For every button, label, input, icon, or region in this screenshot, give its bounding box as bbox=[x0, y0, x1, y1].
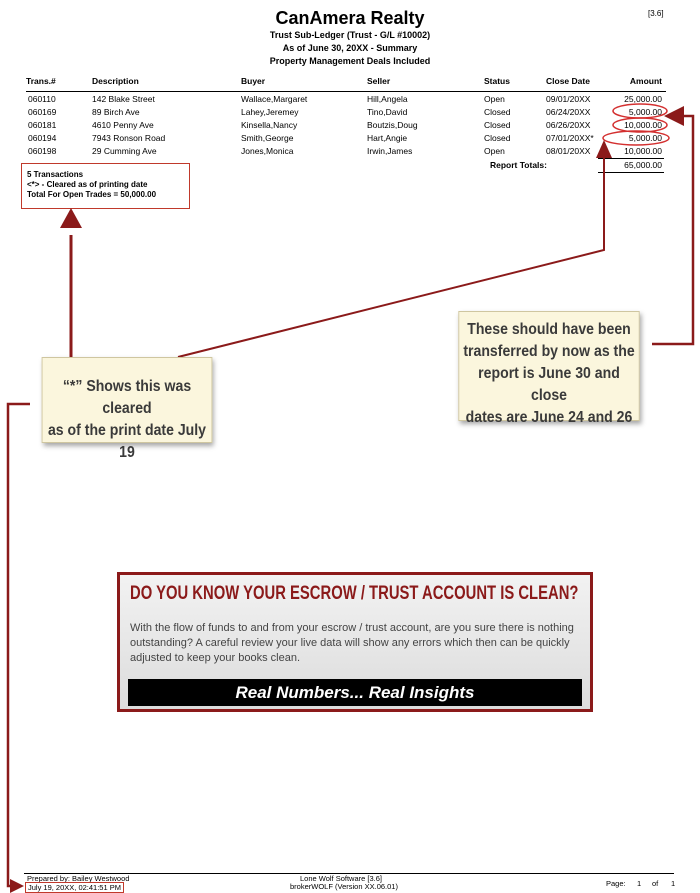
col-header-buyer: Buyer bbox=[241, 76, 266, 86]
company-name: CanAmera Realty bbox=[275, 8, 425, 28]
cell-buyer: Jones,Monica bbox=[241, 146, 294, 156]
page-number: 1 bbox=[637, 879, 642, 888]
prepared-by: Prepared by: Bailey Westwood bbox=[27, 874, 130, 883]
cell-buyer: Lahey,Jeremey bbox=[241, 107, 299, 117]
cell-buyer: Kinsella,Nancy bbox=[241, 120, 298, 130]
promo-tagline: Real Numbers... Real Insights bbox=[128, 679, 582, 706]
cell-status: Open bbox=[484, 94, 505, 104]
arrowhead-icon bbox=[664, 106, 684, 126]
cell-trans: 060110 bbox=[28, 94, 56, 104]
cell-status: Closed bbox=[484, 107, 511, 117]
open-trades-total: Total For Open Trades = 50,000.00 bbox=[27, 190, 157, 199]
note-transfer-warning bbox=[458, 311, 639, 426]
cell-seller: Tino,David bbox=[367, 107, 408, 117]
col-header-amount: Amount bbox=[629, 76, 662, 86]
note-line: “*” Shows this was cleared bbox=[62, 378, 192, 417]
arrowhead-icon bbox=[60, 208, 82, 228]
cell-buyer: Wallace,Margaret bbox=[241, 94, 308, 104]
note-line: as of the print date July 19 bbox=[47, 422, 207, 461]
cell-close-date: 08/01/20XX bbox=[546, 146, 591, 156]
cell-amount: 10,000.00 bbox=[624, 146, 662, 156]
highlight-circle bbox=[613, 104, 667, 118]
highlight-circle bbox=[603, 131, 669, 145]
highlight-circle bbox=[613, 118, 667, 132]
arrow-to-amounts bbox=[652, 116, 693, 344]
col-header-trans: Trans.# bbox=[26, 76, 56, 86]
cell-trans: 060169 bbox=[28, 107, 57, 117]
arrow-to-print-date bbox=[8, 404, 30, 886]
cell-seller: Irwin,James bbox=[367, 146, 413, 156]
report-date: As of June 30, 20XX - Summary bbox=[282, 43, 418, 53]
col-header-seller: Seller bbox=[367, 76, 391, 86]
cell-description: 7943 Ronson Road bbox=[92, 133, 166, 143]
report-scope: Property Management Deals Included bbox=[269, 56, 431, 66]
report-subtitle: Trust Sub-Ledger (Trust - G/L #10002) bbox=[269, 30, 431, 40]
page-label: Page: bbox=[606, 879, 626, 888]
cleared-legend: <*> - Cleared as of printing date bbox=[27, 180, 148, 189]
cell-description: 142 Blake Street bbox=[92, 94, 155, 104]
transaction-count: 5 Transactions bbox=[27, 170, 84, 179]
cell-trans: 060198 bbox=[28, 146, 57, 156]
cell-status: Closed bbox=[484, 133, 511, 143]
report-totals-label: Report Totals: bbox=[490, 160, 547, 170]
cell-buyer: Smith,George bbox=[241, 133, 294, 143]
cell-description: 29 Cumming Ave bbox=[92, 146, 157, 156]
software-name: Lone Wolf Software [3.6] bbox=[300, 874, 382, 883]
cell-close-date: 06/26/20XX bbox=[546, 120, 591, 130]
cell-amount: 5,000.00 bbox=[628, 107, 662, 117]
cell-description: 89 Birch Ave bbox=[92, 107, 140, 117]
note-line: transferred by now as the bbox=[463, 343, 635, 360]
cell-trans: 060194 bbox=[28, 133, 57, 143]
promo-callout bbox=[117, 572, 593, 712]
cell-amount: 5,000.00 bbox=[628, 133, 662, 143]
promo-body: With the flow of funds to and from your escrow / trust account, are you sure there is nothing outstanding? A careful review your live data will show any errors which then can be quickly adjusted to keep your books clean. bbox=[130, 622, 574, 664]
col-header-close-date: Close Date bbox=[546, 76, 590, 86]
cell-close-date: 06/24/20XX bbox=[546, 107, 591, 117]
cell-close-date: 07/01/20XX* bbox=[546, 133, 594, 143]
col-header-description: Description bbox=[92, 76, 139, 86]
print-timestamp: July 19, 20XX, 02:41:51 PM bbox=[25, 882, 124, 893]
page-total: 1 bbox=[671, 879, 676, 888]
cell-description: 4610 Penny Ave bbox=[92, 120, 154, 130]
cell-seller: Boutzis,Doug bbox=[367, 120, 418, 130]
report-totals-value: 65,000.00 bbox=[624, 160, 662, 170]
cell-seller: Hart,Angie bbox=[367, 133, 408, 143]
cell-status: Closed bbox=[484, 120, 511, 130]
software-version: brokerWOLF (Version XX.06.01) bbox=[290, 882, 398, 891]
page-reference: [3.6] bbox=[648, 9, 664, 18]
cell-amount: 25,000.00 bbox=[624, 94, 662, 104]
arrowhead-icon bbox=[10, 879, 24, 893]
cell-trans: 060181 bbox=[28, 120, 57, 130]
page-of-label: of bbox=[652, 879, 659, 888]
col-header-status: Status bbox=[484, 76, 510, 86]
note-line: These should have been bbox=[467, 321, 631, 338]
cell-close-date: 09/01/20XX bbox=[546, 94, 591, 104]
promo-title: DO YOU KNOW YOUR ESCROW / TRUST ACCOUNT IS CLEAN? bbox=[130, 583, 579, 604]
note-line: dates are June 24 and 26 bbox=[465, 409, 633, 426]
cell-status: Open bbox=[484, 146, 505, 156]
cell-seller: Hill,Angela bbox=[367, 94, 408, 104]
note-cleared-explanation bbox=[42, 357, 213, 461]
cell-amount: 10,000.00 bbox=[624, 120, 662, 130]
note-line: report is June 30 and close bbox=[478, 365, 620, 404]
